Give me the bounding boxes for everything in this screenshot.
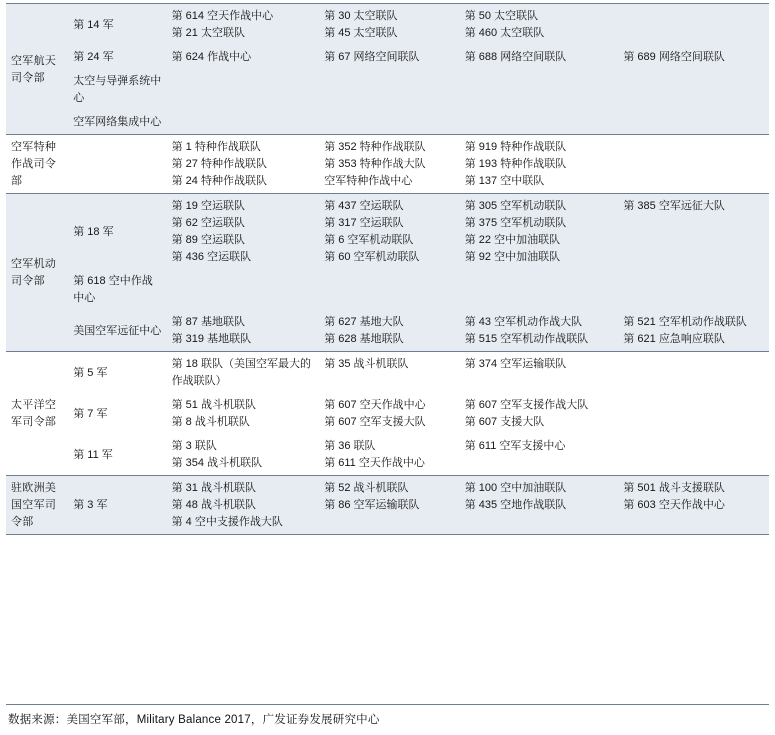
subunit-entry: 第 3 联队	[171, 440, 217, 452]
subunit-entry: 第 62 空运联队	[171, 217, 245, 229]
subunit-entry: 第 43 空军机动作战大队	[464, 316, 583, 328]
subunit-entry: 第 607 空军支援大队	[324, 416, 426, 428]
subunit-entry: 第 607 支援大队	[464, 416, 545, 428]
unit-name-cell: 太空与导弹系统中心	[68, 69, 166, 110]
subunit-cell	[618, 476, 769, 535]
subunit-entry: 第 1 特种作战联队	[171, 141, 261, 153]
subunit-entry: 第 45 太空联队	[324, 27, 398, 39]
subunit-entry: 第 86 空军运输联队	[324, 499, 420, 511]
subunit-cell	[319, 194, 460, 270]
subunit-entry: 第 603 空天作战中心	[623, 499, 725, 511]
subunit-cell	[167, 69, 320, 110]
subunit-entry: 第 627 基地大队	[324, 316, 404, 328]
source-divider	[6, 704, 769, 705]
subunit-cell	[319, 310, 460, 352]
subunit-entry: 第 137 空中联队	[464, 175, 545, 187]
subunit-cell	[319, 352, 460, 394]
subunit-entry: 第 521 空军机动作战联队	[623, 316, 747, 328]
subunit-cell	[618, 69, 769, 110]
subunit-cell	[167, 110, 320, 135]
table-row	[6, 110, 769, 135]
subunit-cell	[618, 269, 769, 310]
command-name-cell: 太平洋空军司令部	[6, 352, 68, 476]
table-row	[6, 393, 769, 434]
subunit-cell	[167, 4, 320, 46]
subunit-entry: 第 375 空军机动联队	[464, 217, 567, 229]
subunit-entry: 第 24 特种作战联队	[171, 175, 267, 187]
table-row	[6, 310, 769, 352]
subunit-entry: 第 319 基地联队	[171, 333, 252, 345]
unit-name-cell: 第 618 空中作战中心	[68, 269, 166, 310]
table-row	[6, 69, 769, 110]
subunit-entry: 第 60 空军机动联队	[324, 251, 420, 263]
subunit-cell	[460, 269, 619, 310]
document-page	[0, 3, 775, 735]
table-body	[6, 4, 769, 535]
table-row	[6, 352, 769, 394]
subunit-entry: 第 31 战斗机联队	[171, 482, 256, 494]
subunit-entry: 第 36 联队	[324, 440, 376, 452]
subunit-entry: 第 21 太空联队	[171, 27, 245, 39]
subunit-cell	[460, 45, 619, 69]
table-row	[6, 434, 769, 476]
table-row	[6, 45, 769, 69]
subunit-cell	[618, 45, 769, 69]
subunit-entry: 第 18 联队（美国空军最大的作战联队）	[171, 358, 311, 387]
subunit-entry: 第 437 空运联队	[324, 200, 404, 212]
subunit-entry: 第 4 空中支援作战大队	[171, 516, 283, 528]
subunit-entry: 第 19 空运联队	[171, 200, 245, 212]
subunit-entry: 第 460 太空联队	[464, 27, 545, 39]
subunit-entry: 空军特种作战中心	[324, 175, 413, 187]
subunit-cell	[167, 269, 320, 310]
subunit-cell	[460, 310, 619, 352]
unit-name-cell	[68, 135, 166, 194]
subunit-entry: 第 689 网络空间联队	[623, 51, 725, 63]
command-name-cell: 驻欧洲美国空军司令部	[6, 476, 68, 535]
subunit-entry: 第 92 空中加油联队	[464, 251, 561, 263]
unit-name-cell: 空军网络集成中心	[68, 110, 166, 135]
subunit-entry: 第 374 空军运输联队	[464, 358, 567, 370]
subunit-cell	[319, 135, 460, 194]
subunit-cell	[460, 69, 619, 110]
subunit-cell	[319, 110, 460, 135]
air-force-org-table	[6, 3, 769, 535]
unit-name-cell: 第 5 军	[68, 352, 166, 394]
subunit-cell	[319, 4, 460, 46]
unit-name-cell: 第 11 军	[68, 434, 166, 476]
subunit-cell	[618, 352, 769, 394]
subunit-cell	[319, 434, 460, 476]
subunit-entry: 第 305 空军机动联队	[464, 200, 567, 212]
subunit-cell	[618, 393, 769, 434]
unit-name-cell: 第 7 军	[68, 393, 166, 434]
subunit-cell	[460, 194, 619, 270]
subunit-entry: 第 8 战斗机联队	[171, 416, 250, 428]
table-row	[6, 269, 769, 310]
subunit-entry: 第 353 特种作战大队	[324, 158, 426, 170]
subunit-entry: 第 30 太空联队	[324, 10, 398, 22]
table-row	[6, 4, 769, 46]
subunit-cell	[618, 310, 769, 352]
subunit-entry: 第 67 网络空间联队	[324, 51, 420, 63]
subunit-cell	[167, 352, 320, 394]
unit-name-cell: 第 24 军	[68, 45, 166, 69]
source-note: 数据来源：美国空军部，Military Balance 2017，广发证券发展研究中心	[8, 714, 380, 726]
subunit-entry: 第 621 应急响应联队	[623, 333, 725, 345]
unit-name-cell: 第 18 军	[68, 194, 166, 270]
subunit-entry: 第 624 作战中心	[171, 51, 252, 63]
subunit-entry: 第 501 战斗支援联队	[623, 482, 725, 494]
subunit-entry: 第 611 空军支援中心	[464, 440, 566, 452]
subunit-entry: 第 385 空军远征大队	[623, 200, 725, 212]
subunit-entry: 第 50 太空联队	[464, 10, 539, 22]
subunit-entry: 第 614 空天作战中心	[171, 10, 274, 22]
subunit-entry: 第 51 战斗机联队	[171, 399, 256, 411]
subunit-entry: 第 688 网络空间联队	[464, 51, 567, 63]
subunit-entry: 第 317 空运联队	[324, 217, 404, 229]
subunit-entry: 第 436 空运联队	[171, 251, 252, 263]
subunit-cell	[618, 110, 769, 135]
subunit-cell	[460, 476, 619, 535]
subunit-cell	[319, 45, 460, 69]
subunit-entry: 第 6 空军机动联队	[324, 234, 414, 246]
subunit-entry: 第 100 空中加油联队	[464, 482, 567, 494]
subunit-entry: 第 89 空运联队	[171, 234, 245, 246]
unit-name-cell: 第 3 军	[68, 476, 166, 535]
subunit-entry: 第 354 战斗机联队	[171, 457, 263, 469]
table-row	[6, 476, 769, 535]
subunit-cell	[167, 45, 320, 69]
table-row	[6, 194, 769, 270]
subunit-cell	[319, 476, 460, 535]
subunit-cell	[460, 352, 619, 394]
subunit-cell	[460, 393, 619, 434]
subunit-cell	[460, 4, 619, 46]
subunit-entry: 第 435 空地作战联队	[464, 499, 567, 511]
table-row	[6, 135, 769, 194]
unit-name-cell: 第 14 军	[68, 4, 166, 46]
subunit-entry: 第 607 空天作战中心	[324, 399, 426, 411]
command-name-cell: 空军机动司令部	[6, 194, 68, 352]
subunit-entry: 第 611 空天作战中心	[324, 457, 425, 469]
command-name-cell: 空军航天司令部	[6, 4, 68, 135]
subunit-cell	[618, 194, 769, 270]
subunit-cell	[319, 393, 460, 434]
subunit-cell	[618, 4, 769, 46]
subunit-cell	[460, 110, 619, 135]
subunit-entry: 第 515 空军机动作战联队	[464, 333, 589, 345]
subunit-entry: 第 607 空军支援作战大队	[464, 399, 589, 411]
subunit-entry: 第 52 战斗机联队	[324, 482, 409, 494]
subunit-cell	[167, 194, 320, 270]
subunit-cell	[167, 310, 320, 352]
subunit-entry: 第 193 特种作战联队	[464, 158, 567, 170]
subunit-cell	[319, 269, 460, 310]
subunit-cell	[167, 434, 320, 476]
subunit-entry: 第 352 特种作战联队	[324, 141, 426, 153]
subunit-cell	[618, 434, 769, 476]
subunit-entry: 第 628 基地联队	[324, 333, 404, 345]
unit-name-cell: 美国空军远征中心	[68, 310, 166, 352]
subunit-entry: 第 48 战斗机联队	[171, 499, 256, 511]
subunit-cell	[460, 135, 619, 194]
command-name-cell: 空军特种作战司令部	[6, 135, 68, 194]
subunit-cell	[618, 135, 769, 194]
subunit-cell	[167, 393, 320, 434]
subunit-entry: 第 87 基地联队	[171, 316, 245, 328]
subunit-entry: 第 919 特种作战联队	[464, 141, 567, 153]
subunit-cell	[460, 434, 619, 476]
subunit-cell	[319, 69, 460, 110]
subunit-cell	[167, 476, 320, 535]
subunit-entry: 第 22 空中加油联队	[464, 234, 561, 246]
subunit-entry: 第 27 特种作战联队	[171, 158, 267, 170]
subunit-cell	[167, 135, 320, 194]
subunit-entry: 第 35 战斗机联队	[324, 358, 409, 370]
